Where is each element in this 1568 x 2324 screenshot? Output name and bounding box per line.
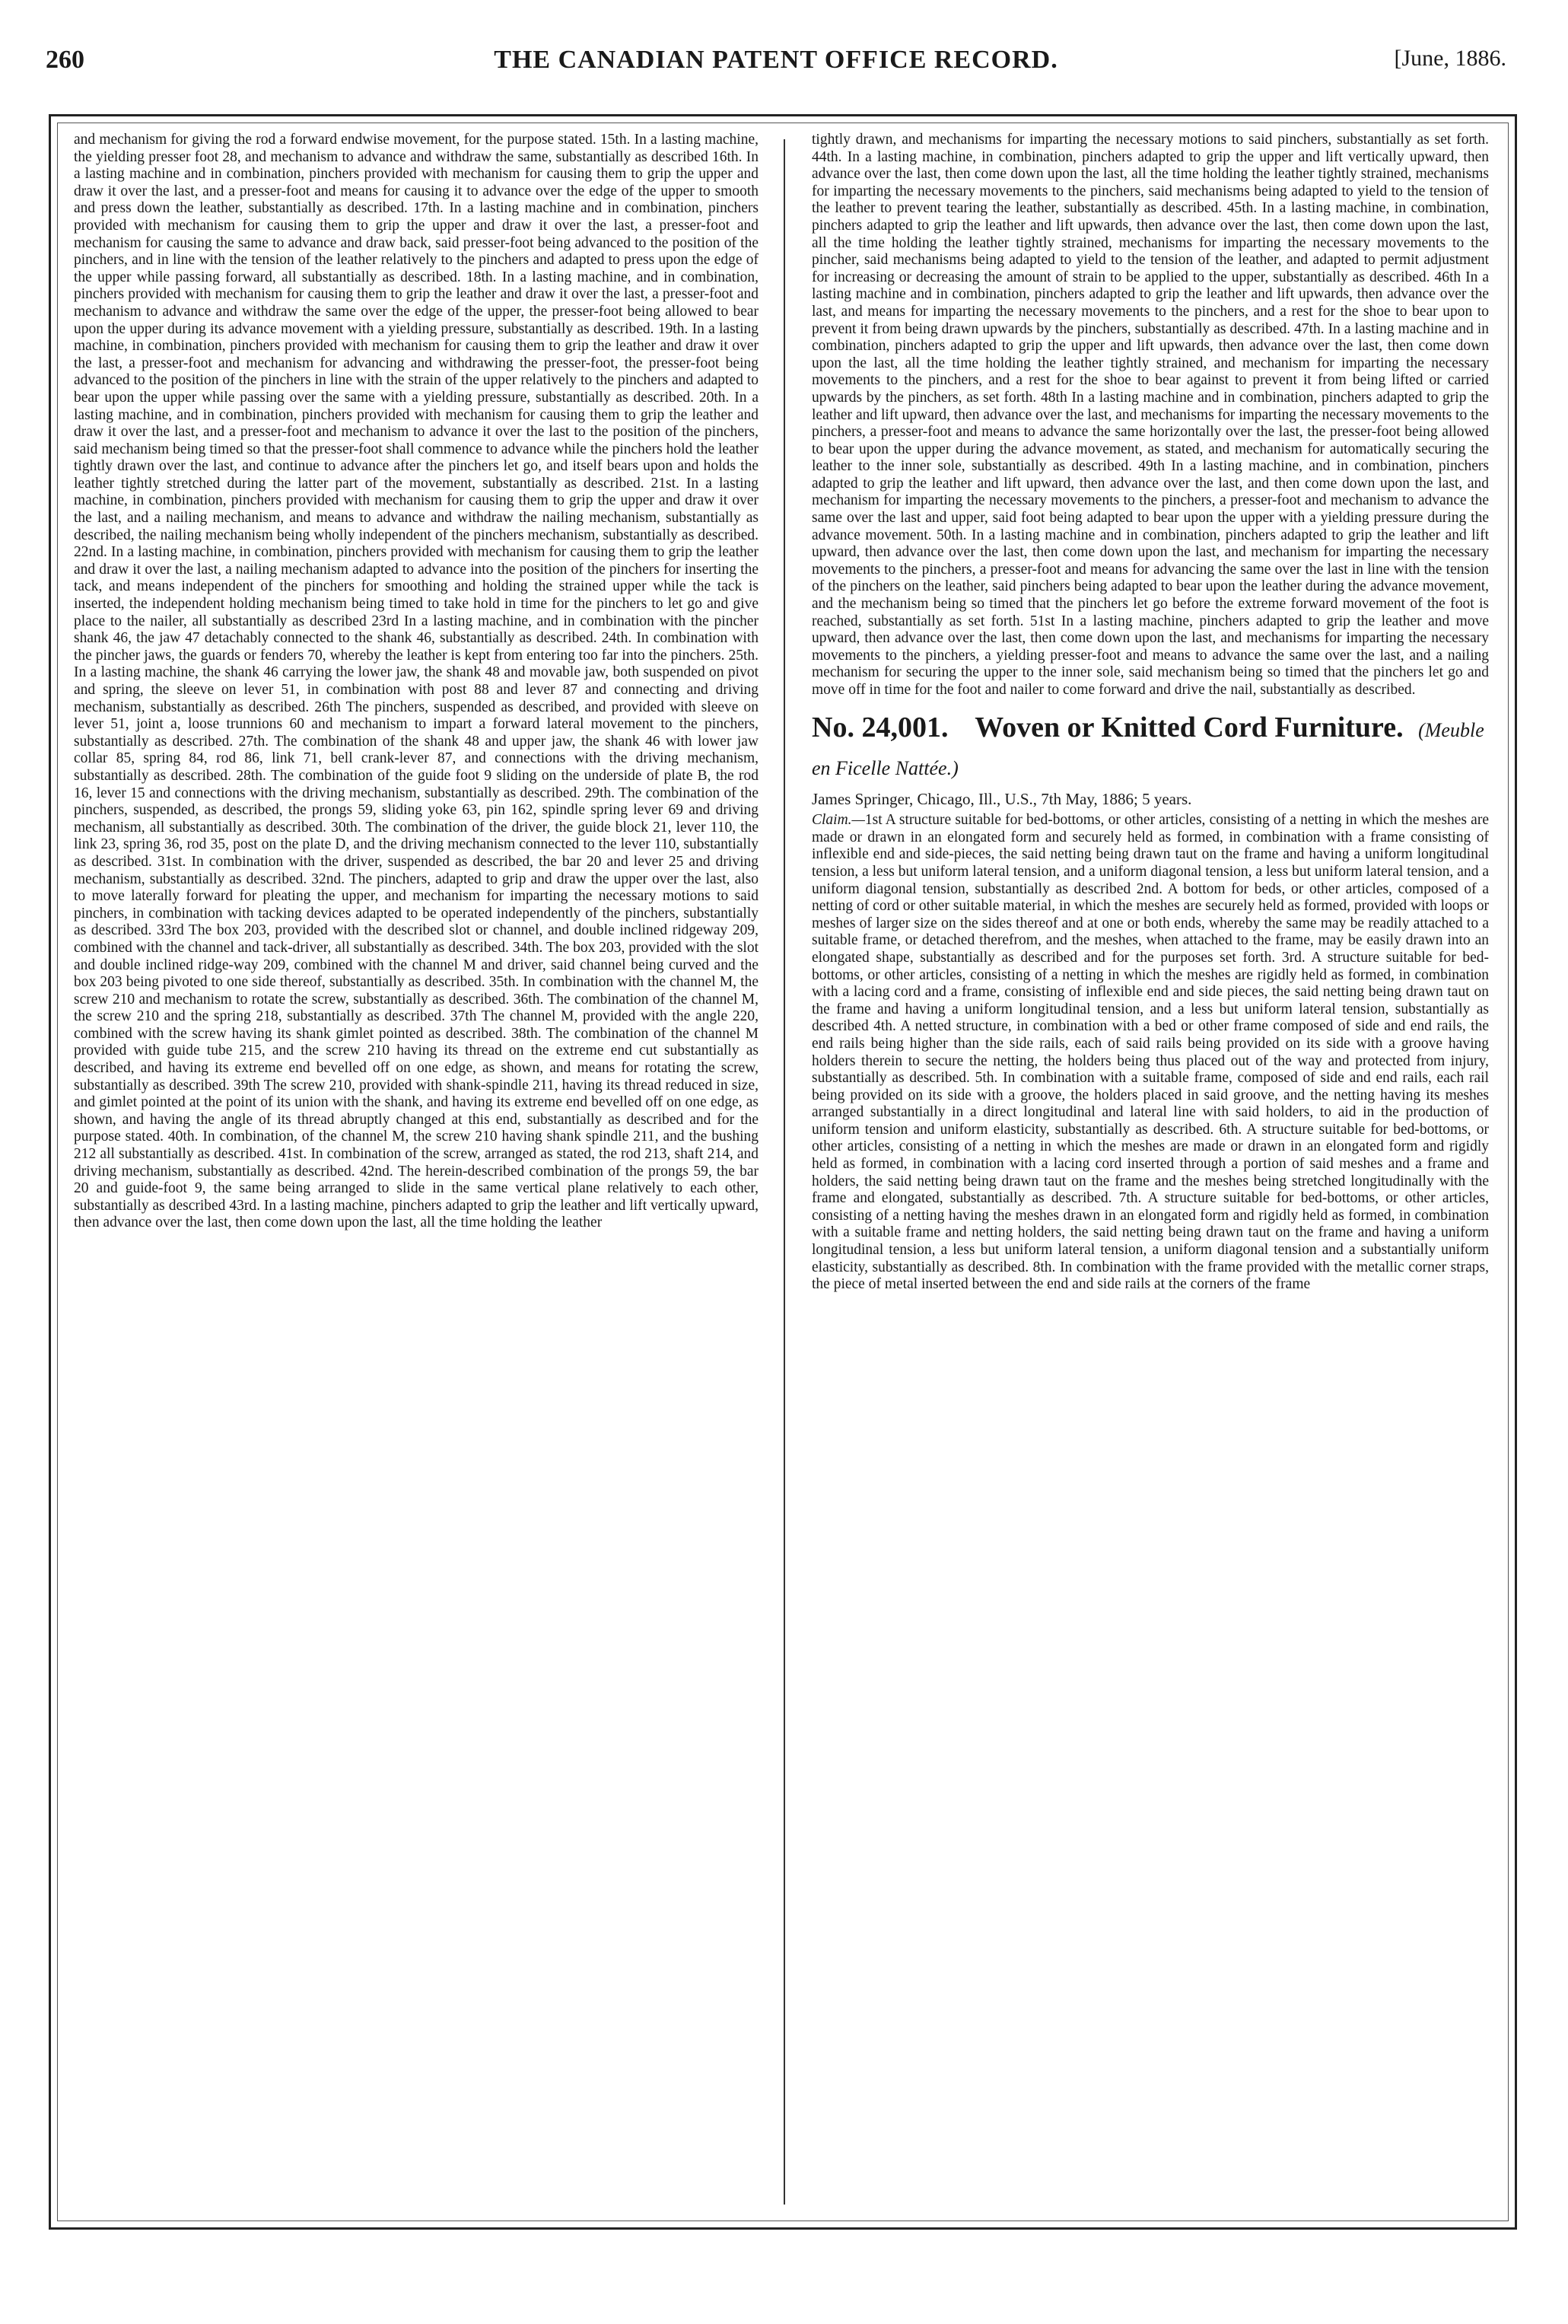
page-header xyxy=(46,46,1506,91)
page-frame xyxy=(49,114,1517,2230)
journal-title: THE CANADIAN PATENT OFFICE RECORD. xyxy=(494,46,1058,74)
patent-title-french: (Meuble en Ficelle Nattée.) xyxy=(812,718,1484,779)
column-divider xyxy=(784,139,785,2205)
left-column-text: and mechanism for giving the rod a forward endwise movement, for the purpose stated. 15th. In a lasting machine, the yielding presser foot 28, and mechanism to advance and withdraw the same, substantially as described 16th. In a lasting machine and in combination, pinchers provided with mechanism for causing them to grip the upper and draw it over the last, and a presser-foot and means for causing it to advance over the edge of the upper to smooth and press down the leather, substantially as described. 17th. In a lasting machine and in combination, pinchers provided with mechanism for causing them to grip the upper and draw it over the last, a presser-foot and mechanism for causing the same to advance and draw back, said presser-foot being advanced to the position of the pinchers, and in line with the tension of the leather relatively to the pinchers and adapted to press upon the edge of the upper while passing forward, all substantially as described. 18th. In a lasting machine, and in combination, pinchers provided with mechanism for causing them to grip the leather and draw it over the last, a presser-foot and mechanism to advance and withdraw the same over the edge of the upper, the presser-foot being allowed to bear upon the upper during its advance movement with a yielding pressure, substantially as described. 19th. In a lasting machine, in combination, pinchers provided with mechanism for causing them to grip the leather and draw it over the last, a presser-foot and mechanism for advancing and withdrawing the presser-foot, the presser-foot being advanced to the position of the pinchers in line with the strain of the upper relatively to the pinchers and adapted to bear upon the upper while passing over the same with a yielding pressure, substantially as described. 20th. In a lasting machine, and in combination, pinchers provided with mechanism for causing them to grip the leather and draw it over the last, and a presser-foot and mechanism to advance it over the last to the position of the pinchers, said mechanism being timed so that the presser-foot shall commence to advance while the pinchers hold the leather tightly drawn over the last, and continue to advance after the pinchers let go, and itself bears upon and holds the leather tightly stretched during the latter part of the movement, substantially as described. 21st. In a lasting machine, in combination, pinchers provided with mechanism for causing them to grip the upper and draw it over the last, and a nailing mechanism, and means to advance and withdraw the nailing mechanism, substantially as described, the nailing mechanism being wholly independent of the pinchers mechanism, substantially as described. 22nd. In a lasting machine, in combination, pinchers provided with mechanism for causing them to grip the leather and draw it over the last, a nailing mechanism adapted to advance into the position of the pinchers for inserting the tack, and means independent of the pinchers for smoothing and holding the strained upper while the tack is inserted, the independent holding mechanism being timed to take hold in time for the pinchers to let go and give place to the nailer, all substantially as described 23rd In a lasting machine, and in combination with the pincher shank 46, the jaw 47 detachably connected to the shank 46, substantially as described. 24th. In combination with the pincher jaws, the guards or fenders 70, whereby the leather is kept from entering too far into the pinchers. 25th. In a lasting machine, the shank 46 carrying the lower jaw, the shank 48 and movable jaw, both suspended on pivot and spring, the sleeve on lever 51, in combination with post 88 and lever 87 and connecting and driving mechanism, substantially as described. 26th The pinchers, suspended as described, and provided with sleeve on lever 51, joint a, loose trunnions 60 and mechanism to impart a forward lateral movement to the pinchers, substantially as described. 27th. The combination of the shank 48 and upper jaw, the shank 46 with lower jaw collar 85, spring 84, rod 86, link 71, bell crank-lever 87, and connections with the driving mechanism, substantially as described. 28th. The combination of the guide foot 9 sliding on the underside of plate B, the rod 16, lever 15 and connections with the driving mechanism, substantially as described. 29th. The combination of the pinchers, suspended, as described, the prongs 59, sliding yoke 63, pin 162, spindle spring lever 69 and driving mechanism, all substantially as described. 30th. The combination of the driver, the guide block 21, lever 110, the link 23, spring 36, rod 35, post on the plate D, and the driving mechanism connected to the lever 110, substantially as described. 31st. In combination with the driver, suspended as described, the bar 20 and lever 25 and driving mechanism, substantially as described. 32nd. The pinchers, adapted to grip and draw the upper over the last, also to move laterally forward for pleating the upper, and mechanism for imparting the necessary motions to said pinchers, in combination with tacking devices adapted to be operated independently of the pinchers, substantially as described. 33rd The box 203, provided with the described slot or channel, and double inclined ridgeway 209, combined with the channel and tack-driver, all substantially as described. 34th. The box 203, provided with the slot and double inclined ridge-way 209, combined with the channel M and driver, said channel being curved and the box 203 being pivoted to one side thereof, substantially as described. 35th. In combination with the channel M, the screw 210 and mechanism to rotate the screw, substantially as described. 36th. The combination of the channel M, the screw 210 and the spring 218, substantially as described. 37th The channel M, provided with the angle 220, combined with the screw having its shank gimlet pointed as described. 38th. The combination of the channel M provided with guide tube 215, and the screw 210 having its thread on the extreme end cut substantially as described, and having its extreme end bevelled off on one edge, as shown, and means for rotating the screw, substantially as described. 39th The screw 210, provided with shank-spindle 211, having its thread reduced in size, and gimlet pointed at the point of its union with the shank, and having its extreme end bevelled off on one edge, as shown, and having the angle of its thread abruptly changed at this end, substantially as described and for the purpose stated. 40th. In combination, of the channel M, the screw 210 having shank spindle 211, and the bushing 212 all substantially as described. 41st. In combination of the screw, arranged as stated, the rod 213, shaft 214, and driving mechanism, substantially as described. 42nd. The herein-described combination of the prongs 59, the bar 20 and guide-foot 9, the same being arranged to slide in the same vertical plane relatively to each other, substantially as described 43rd. In a lasting machine, pinchers adapted to grip the leather and lift vertically upward, then advance over the last, then come down upon the last, all the time holding the leather xyxy=(74,132,759,1231)
right-column-continuation: tightly drawn, and mechanisms for imparting the necessary motions to said pinchers, substantially as set forth. 44th. In a lasting machine, in combination, pinchers adapted to grip the upper and lift vertically upward, then advance over the last, then come down upon the last, all the time holding the leather tightly strained, mechanisms for imparting the necessary movements to the pinchers, said mechanisms being adapted to yield to the tension of the leather to prevent tearing the leather, substantially as described. 45th. In a lasting machine, in combination, pinchers adapted to grip the leather and lift upwards, then advance over the last, then come down upon the last, all the time holding the leather tightly strained, mechanisms for imparting the necessary movements to the pincher, said mechanisms being adapted to yield to the tension of the leather, and adapted to permit adjustment for increasing or decreasing the amount of strain to be applied to the upper, substantially as described. 46th In a lasting machine and in combination, pinchers adapted to grip the leather and lift upwards, then advance over the last, and means for imparting the necessary movements to the pinchers, and a rest for the shoe to bear upon to prevent it from being drawn upwards by the pinchers, substantially as described. 47th. In a lasting machine and in combination, pinchers adapted to grip the upper and lift upwards, then advance over the last, then come down upon the last, all the time holding the leather tightly strained, and mechanism for imparting the necessary movements to the pinchers, and a rest for the shoe to bear against to prevent it from being lifted or carried upwards by the pinchers, as set forth. 48th In a lasting machine and in combination, pinchers adapted to grip the leather and lift upward, then advance over the last, and mechanisms for imparting the necessary movements to the pinchers, a presser-foot and means to advance the same horizontally over the last, the presser-foot being allowed to bear upon the upper during the advance movement, as stated, and mechanism for automatically securing the leather to the inner sole, substantially as described. 49th In a lasting machine, and in combination, pinchers adapted to grip the leather and lift upward, then advance over the last, and then come down upon the last, and mechanism for imparting the necessary movements to the pinchers, a presser-foot and mechanism to advance the same over the last and upper, said foot being adapted to bear upon the upper with a yielding pressure during the advance movement. 50th. In a lasting machine and in combination, pinchers adapted to grip the leather and lift upward, then advance over the last, then come down upon the last, and mechanism for imparting the necessary movements to the pinchers, a presser-foot and means for advancing the same over the last in line with the tension of the pinchers on the leather, said pinchers being adapted to bear upon the leather during the advance movement, and the mechanism being so timed that the pinchers let go before the extreme forward movement of the foot is reached, substantially as set forth. 51st In a lasting machine, pinchers adapted to grip the leather and move upward, then advance over the last, then come down upon the last, and mechanisms for imparting the necessary movements to the pinchers, a yielding presser-foot and means to advance the same over the last, and a nailing mechanism for securing the upper to the inner sole, said mechanism being so timed that the pinchers let go and move off in time for the foot and nailer to come forward and drive the nail, substantially as described. xyxy=(812,132,1489,698)
issue-date: [June, 1886. xyxy=(1394,46,1506,71)
claim-label: Claim.— xyxy=(812,812,865,829)
patent-heading xyxy=(812,710,1489,786)
claim-paragraph xyxy=(812,812,1489,1294)
inventor-line: James Springer, Chicago, Ill., U.S., 7th May, 1886; 5 years. xyxy=(812,789,1192,808)
left-column xyxy=(74,132,759,2212)
page-number: 260 xyxy=(46,46,84,74)
patent-title: Woven or Knitted Cord Furniture. xyxy=(975,711,1404,743)
right-column xyxy=(812,132,1489,2212)
patent-number: No. 24,001. xyxy=(812,711,949,743)
claim-text: 1st A structure suitable for bed-bottoms, or other articles, consisting of a netting in which the meshes are made or drawn in an elongated form and securely held as formed, in combination with a frame consisting of inflexible end and side-pieces, the said netting being drawn taut on the frame and having a uniform longitudinal tension, a less but uniform lateral tension, and a uniform diagonal tension, a less but uniform lateral tension, and a uniform diagonal tension, substantially as described 2nd. A bottom for beds, or other articles, composed of a netting of cord or other suitable material, in which the meshes are securely held as formed, provided with loops or meshes of larger size on the sides thereof and at one or both ends, whereby the same may be readily attached to a suitable frame, or detached therefrom, and the meshes, when attached to the frame, may be easily drawn into an elongated shape, substantially as described and for the purposes set forth. 3rd. A structure suitable for bed-bottoms, or other articles, consisting of a netting in which the meshes are rigidly held as formed, in combination with a lacing cord and a frame, consisting of inflexible end and side pieces, the said netting being drawn taut on the frame and having a uniform longitudinal tension, and a less but uniform lateral tension, substantially as described 4th. A netted structure, in combination with a bed or other frame composed of side and end rails, the end rails being higher than the side rails, each of said rails being provided on its side with a groove having holders therein to secure the netting, the holders being thus placed out of the way and protected from injury, substantially as described. 5th. In combination with a suitable frame, composed of side and end rails, each rail being provided on its side with a groove, the holders placed in said groove, and the netting having its meshes arranged substantially in a direct longitudinal and lateral line with said holders, to aid in the production of uniform tension and uniform elasticity, substantially as described. 6th. A structure suitable for bed-bottoms, or other articles, consisting of a netting in which the meshes are made or drawn in an elongated form and rigidly held as formed, in combination with a lacing cord inserted through a portion of said meshes and a frame and holders, the said netting being drawn taut on the frame and the meshes being stretched longitudinally with the frame and elongated, substantially as described. 7th. A structure suitable for bed-bottoms, or other articles, consisting of a netting having the meshes drawn in an elongated form and rigidly held as formed, in combination with a suitable frame and netting holders, the said netting being drawn taut on the frame and having a uniform longitudinal tension, a less but uniform lateral tension, a uniform diagonal tension and a substantially uniform elasticity, substantially as described. 8th. In combination with the frame provided with the metallic corner straps, the piece of metal inserted between the end and side rails at the corners of the frame xyxy=(812,812,1489,1293)
